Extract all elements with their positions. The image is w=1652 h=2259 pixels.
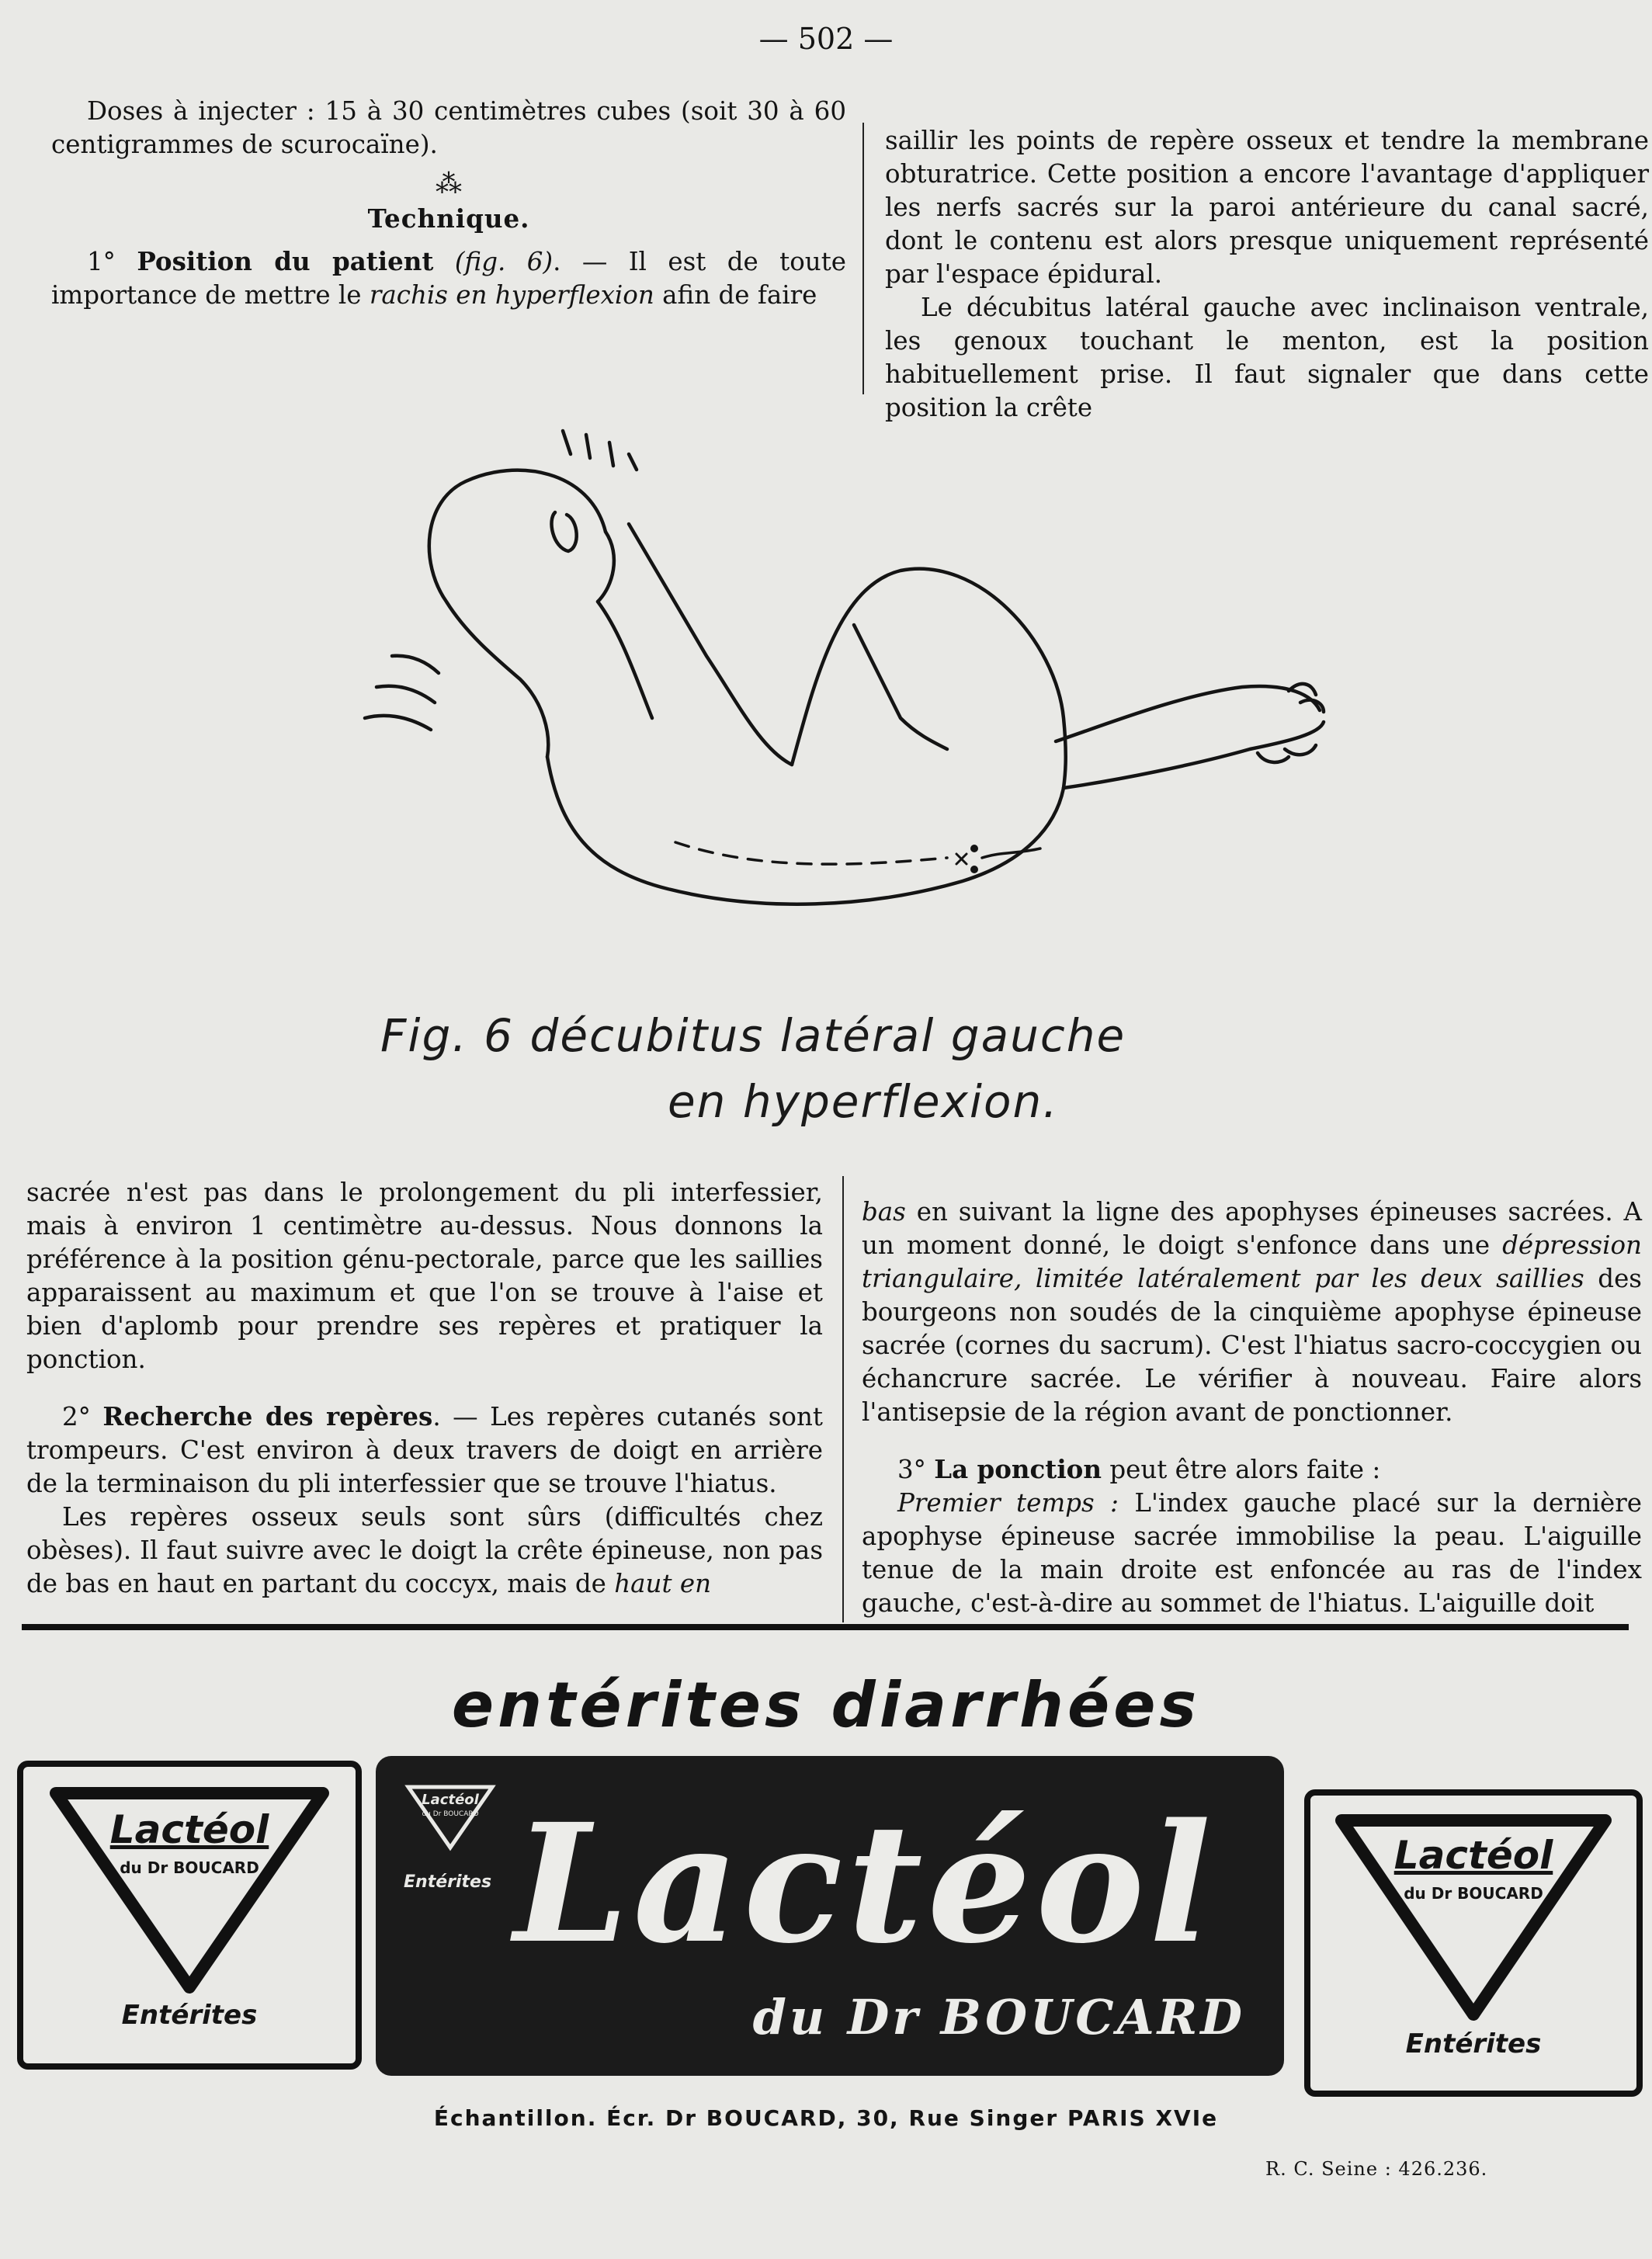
right-top-paragraph-2: Le décubitus latéral gauche avec inclinaison ventrale, les genoux touchant le menton, est la position habituellement prise. Il faut signaler que dans cette position la crête xyxy=(885,293,1649,422)
first-step-paragraph xyxy=(862,1487,1642,1620)
advert-footer: Échantillon. Écr. Dr BOUCARD, 30, Rue Singer PARIS XVIe xyxy=(433,2105,1219,2131)
bony-landmarks-text: Les repères osseux seuls sont sûrs (difficultés chez obèses). Il faut suivre avec le doigt la crête épineuse, non pas de bas en haut en partant du coccyx, mais de xyxy=(26,1502,823,1598)
position-text-a: . — Il est de toute importance de mettre le xyxy=(51,247,846,310)
search-number: 2° xyxy=(62,1402,103,1431)
right-brand: Lactéol xyxy=(1393,1833,1553,1878)
left-bottom-paragraph-3 xyxy=(26,1501,823,1601)
big-brand: Lactéol xyxy=(513,1788,1216,1980)
mini-label: Entérites xyxy=(404,1872,492,1892)
big-maker: du Dr BOUCARD xyxy=(752,1989,1245,2046)
advert-center-panel xyxy=(376,1756,1284,2076)
right-column-bottom xyxy=(862,1195,1642,1620)
left-column-top xyxy=(51,95,846,312)
bony-landmarks-italic: haut en xyxy=(614,1569,712,1598)
depression-italic: dépression triangulaire, limitée latéralement par les deux saillies xyxy=(862,1230,1642,1293)
column-rule-top xyxy=(862,123,864,394)
search-text: . — Les repères cutanés sont trompeurs. C'est environ à deux travers de doigt en arrière de la terminaison du pli interfessier que se trouve l'hiatus. xyxy=(26,1402,823,1498)
position-title: Position du patient xyxy=(137,246,434,276)
doses-paragraph: Doses à injecter : 15 à 30 centimètres cubes (soit 30 à 60 centigrammes de scurocaïne). xyxy=(51,96,846,159)
puncture-text: peut être alors faite : xyxy=(1101,1455,1381,1484)
left-column-bottom xyxy=(26,1176,823,1601)
left-bottom-paragraph-1: sacrée n'est pas dans le prolongement du pli interfessier, mais à environ 1 centimètre au-dessus. Nous donnons la préférence à la position génu-pectorale, parce que les saillies apparaissent au maximum et que l'on se trouve à l'aise et bien d'aplomb pour prendre ses repères et pratiquer la ponction. xyxy=(26,1178,823,1374)
position-text-b: afin de faire xyxy=(654,280,817,310)
advert-title: entérites diarrhées xyxy=(451,1669,1201,1741)
column-rule-bottom xyxy=(842,1176,844,1622)
puncture-paragraph xyxy=(862,1452,1642,1487)
right-bottom-paragraph-1 xyxy=(862,1195,1642,1429)
left-maker: du Dr BOUCARD xyxy=(120,1858,259,1877)
advert-right-panel xyxy=(1304,1789,1643,2097)
advert-left-panel xyxy=(17,1761,362,2070)
page-number: — 502 — xyxy=(758,22,894,56)
right-top-paragraph-1: saillir les points de repère osseux et tendre la membrane obturatrice. Cette position a encore l'avantage d'appliquer les nerfs sacrés sur la paroi antérieure du canal sacré, dont le contenu est alors presque uniquement représenté par l'espace épidural. xyxy=(885,126,1649,289)
position-number: 1° xyxy=(87,247,137,276)
section-ornament: ⁂ xyxy=(436,168,462,200)
patient-position-drawing xyxy=(357,423,1366,966)
right-column-top xyxy=(885,124,1649,425)
mini-sub: du Dr BOUCARD xyxy=(422,1810,479,1818)
left-brand: Lactéol xyxy=(109,1807,269,1852)
search-title: Recherche des repères xyxy=(102,1401,433,1431)
direction-text-a: en suivant la ligne des apophyses épineuses sacrées. A un moment donné, le doigt s'enfonce dans une xyxy=(862,1197,1642,1260)
direction-italic: bas xyxy=(862,1197,906,1227)
right-label: Entérites xyxy=(1405,2028,1542,2059)
right-maker: du Dr BOUCARD xyxy=(1404,1884,1543,1903)
left-label: Entérites xyxy=(121,2000,258,2031)
search-paragraph xyxy=(26,1400,823,1501)
figure-caption-line-2: en hyperflexion. xyxy=(668,1075,1059,1128)
position-italic: rachis en hyperflexion xyxy=(369,280,654,310)
direction-text-b: des bourgeons non soudés de la cinquième apophyse épineuse sacrée (cornes du sacrum). C'est l'hiatus sacro-coccygien ou échancrure sacrée. Le vérifier à nouveau. Faire alors l'antisepsie de la région avant de ponctionner. xyxy=(862,1264,1642,1427)
registry-number: R. C. Seine : 426.236. xyxy=(1265,2158,1488,2180)
first-step-label: Premier temps : xyxy=(897,1488,1119,1518)
figure-caption-line-1: Fig. 6 décubitus latéral gauche xyxy=(380,1009,1126,1062)
puncture-number: 3° xyxy=(897,1455,935,1484)
position-paragraph xyxy=(51,245,846,312)
advert-separator xyxy=(22,1624,1629,1630)
position-figure-ref: (fig. 6) xyxy=(454,247,554,276)
first-step-text: L'index gauche placé sur la dernière apophyse épineuse sacrée immobilise la peau. L'aiguille tenue de la main droite est enfoncée au ras de l'index gauche, c'est-à-dire au sommet de l'hiatus. L'aiguille doit xyxy=(862,1488,1642,1618)
mini-brand: Lactéol xyxy=(422,1792,479,1808)
puncture-title: La ponction xyxy=(934,1454,1102,1484)
section-heading: Technique. xyxy=(367,203,530,234)
